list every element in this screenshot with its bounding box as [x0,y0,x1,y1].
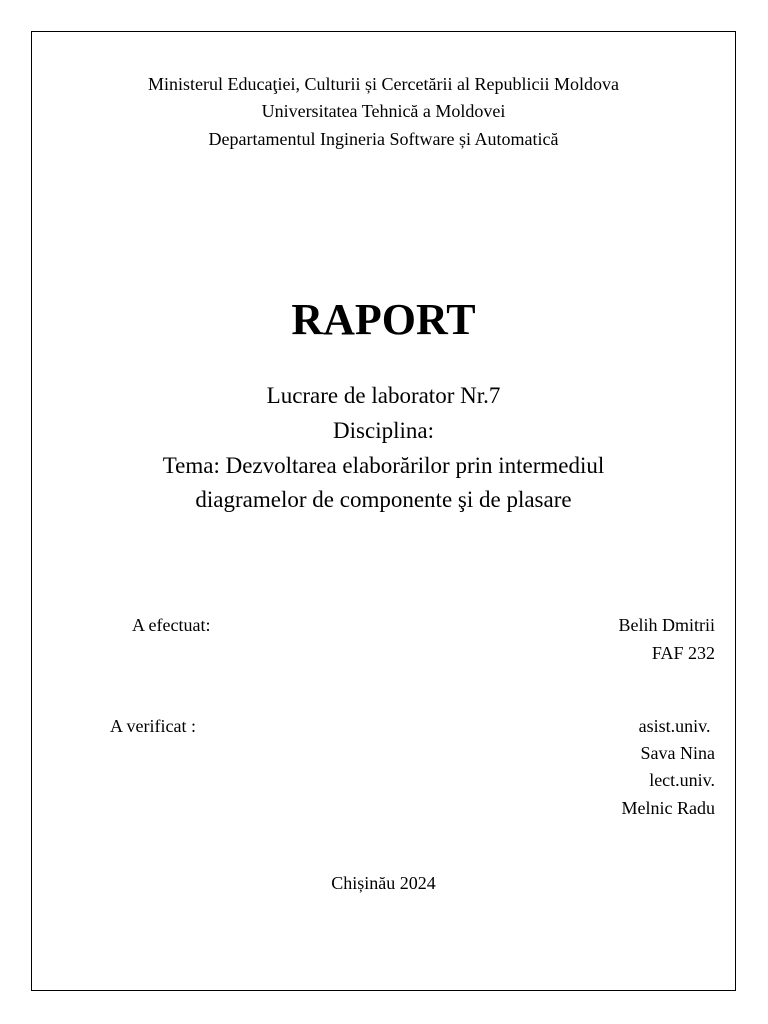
university-line: Universitatea Tehnică a Moldovei [261,101,506,121]
lab-number: Lucrare de laborator Nr.7 [266,383,501,408]
verifier-name-2: Melnic Radu [621,798,715,818]
ministry-line: Ministerul Educaţiei, Culturii și Cercetării al Republicii Moldova [148,74,619,94]
performed-group: FAF 232 [651,643,715,663]
verifier-title-1: asist.univ. [638,716,715,736]
report-title: RAPORT [291,295,476,344]
verified-label: A verificat : [110,716,196,736]
verifier-name-1: Sava Nina [640,743,715,763]
performed-name: Belih Dmitrii [618,615,715,635]
discipline-line: Disciplina: [333,418,434,443]
department-line: Departamentul Ingineria Software și Automatică [208,129,559,149]
theme-line-1: Tema: Dezvoltarea elaborărilor prin intermediul [162,453,605,478]
verifier-title-2: lect.univ. [649,770,715,790]
place-year: Chișinău 2024 [331,873,436,893]
theme-line-2: diagramelor de componente şi de plasare [195,487,572,512]
performed-label: A efectuat: [132,615,211,635]
